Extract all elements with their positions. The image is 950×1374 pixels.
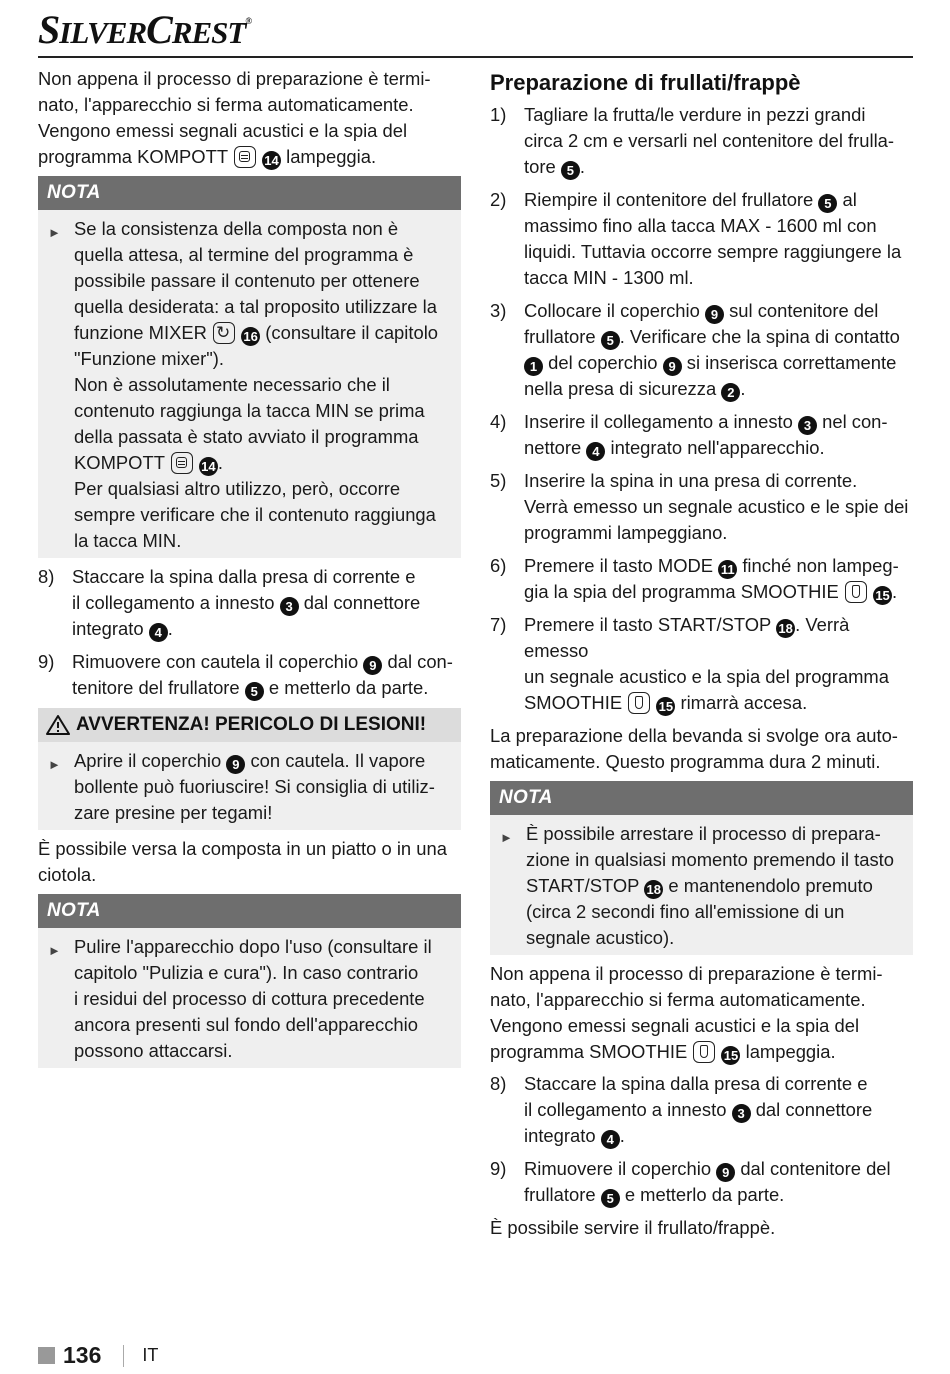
intro-paragraph: Non appena il processo di preparazione è termi- nato, l'apparecchio si ferma automaticamente. Vengono emessi segnali acustici e la spia del programma KOMPOTT 14 lampeggia. [38,68,431,168]
step-4: 4) Inserire il collegamento a innesto 3 nel con- nettore 4 integrato nell'apparecchio. [490,411,888,459]
bullet-arrow-icon: ► [48,225,61,240]
step-5: 5) Inserire la spina in una presa di corrente. Verrà emesso un segnale acustico e le spie dei programmi lampeggiano. [490,470,909,543]
step-6: 6) Premere il tasto MODE 11 finché non lampeg- gia la spia del programma SMOOTHIE 15 . [490,555,899,603]
section-heading: Preparazione di frullati/frappè [490,70,801,95]
warning-bullet: ► Aprire il coperchio 9 con cautela. Il vapore bollente può fuoriuscire! Si consiglia di utiliz- zare presine per tegami! [48,750,435,823]
smoothie-program-icon [693,1041,715,1063]
step-1: 1) Tagliare la frutta/le verdure in pezzi grandi circa 2 cm e versarli nel contenitore del frulla- tore 5 . [490,104,895,178]
language-code: IT [142,1345,159,1365]
bullet-arrow-icon: ► [500,830,513,845]
right-column [490,66,913,1247]
step-9: 9) Rimuovere con cautela il coperchio 9 dal con- tenitore del frullatore 5 e metterlo da parte. [38,651,453,699]
step-9-right: 9) Rimuovere il coperchio 9 dal contenitore del frullatore 5 e metterlo da parte. [490,1158,891,1206]
step-8: 8) Staccare la spina dalla presa di corrente e il collegamento a innesto 3 dal connettore integrato 4 . [38,566,421,640]
note-bullet: ► Pulire l'apparecchio dopo l'uso (consultare il capitolo "Pulizia e cura"). In caso contrario i residui del processo di cottura precedente ancora presenti sul fondo dell'apparecchio possono attaccarsi. [48,936,432,1061]
footer-square [38,1347,55,1364]
page-footer [38,1342,158,1369]
note-title: NOTA [38,176,461,210]
step-8-right: 8) Staccare la spina dalla presa di corrente e il collegamento a innesto 3 dal connettore integrato 4 . [490,1073,873,1147]
kompott-program-icon [171,452,193,474]
left-column [38,66,461,1074]
kompott-program-icon [234,146,256,168]
warning-box [38,708,461,830]
bullet-arrow-icon: ► [48,943,61,958]
mixer-function-icon [213,322,235,344]
final-paragraph: È possibile servire il frullato/frappè. [490,1217,776,1238]
note-box-3 [490,781,913,955]
note-bullet: ► Se la consistenza della composta non è quella attesa, al termine del programma è possibile passare il contenuto per ottenere quella desiderata: a tal proposito utilizzare la funzione MIXER ↻ 16 (consultare il capitolo "Funzione mixer"). Non è assolutamente necessario che il contenuto raggiunga la tacca MIN se prima della passata è stato avviato il programma KOMPOTT 14 . Per qualsiasi altro utilizzo, però, occorre sempre verificare che il contenuto raggiunga la tacca MIN. [38,210,461,554]
warning-title: AVVERTENZA! PERICOLO DI LESIONI! [38,708,461,742]
footer-divider [123,1345,124,1367]
smoothie-program-icon [628,692,650,714]
after-warning-paragraph: È possibile versa la composta in un piatto o in una ciotola. [38,838,447,885]
smoothie-program-icon [845,581,867,603]
note-box-2 [38,894,461,1068]
note-title: NOTA [490,781,913,815]
page-number: 136 [63,1342,102,1368]
step-2: 2) Riempire il contenitore del frullatore 5 al massimo fino alla tacca MAX - 1600 ml con liquidi. Tuttavia occorre sempre raggiungere la tacca MIN - 1300 ml. [490,189,902,288]
end-paragraph: Non appena il processo di preparazione è termi- nato, l'apparecchio si ferma automaticamente. Vengono emessi segnali acustici e la spia del programma SMOOTHIE 15 lampeggia. [490,963,883,1063]
note-box-1 [38,176,461,558]
step-3: 3) Collocare il coperchio 9 sul contenitore del frullatore 5 . Verificare che la spina di contatto 1 del coperchio 9 si inserisca correttamente nella presa di sicurezza 2 . [490,300,900,400]
header-rule [38,56,913,58]
brand-logo: SILVERCREST® [38,7,252,52]
note-bullet: ► È possibile arrestare il processo di prepara- zione in qualsiasi momento premendo il tasto START/STOP 18 e mantenendolo premuto (circa 2 secondi fino all'emissione di un segnale acustico). [500,823,895,948]
warning-triangle-icon [46,714,70,736]
after-step-7-paragraph: La preparazione della bevanda si svolge ora auto- maticamente. Questo programma dura 2 minuti. [490,725,898,772]
step-7: 7) Premere il tasto START/STOP 18 . Verrà emesso un segnale acustico e la spia del programma SMOOTHIE 15 rimarrà accesa. [490,614,889,714]
bullet-arrow-icon: ► [48,757,61,772]
note-title: NOTA [38,894,461,928]
